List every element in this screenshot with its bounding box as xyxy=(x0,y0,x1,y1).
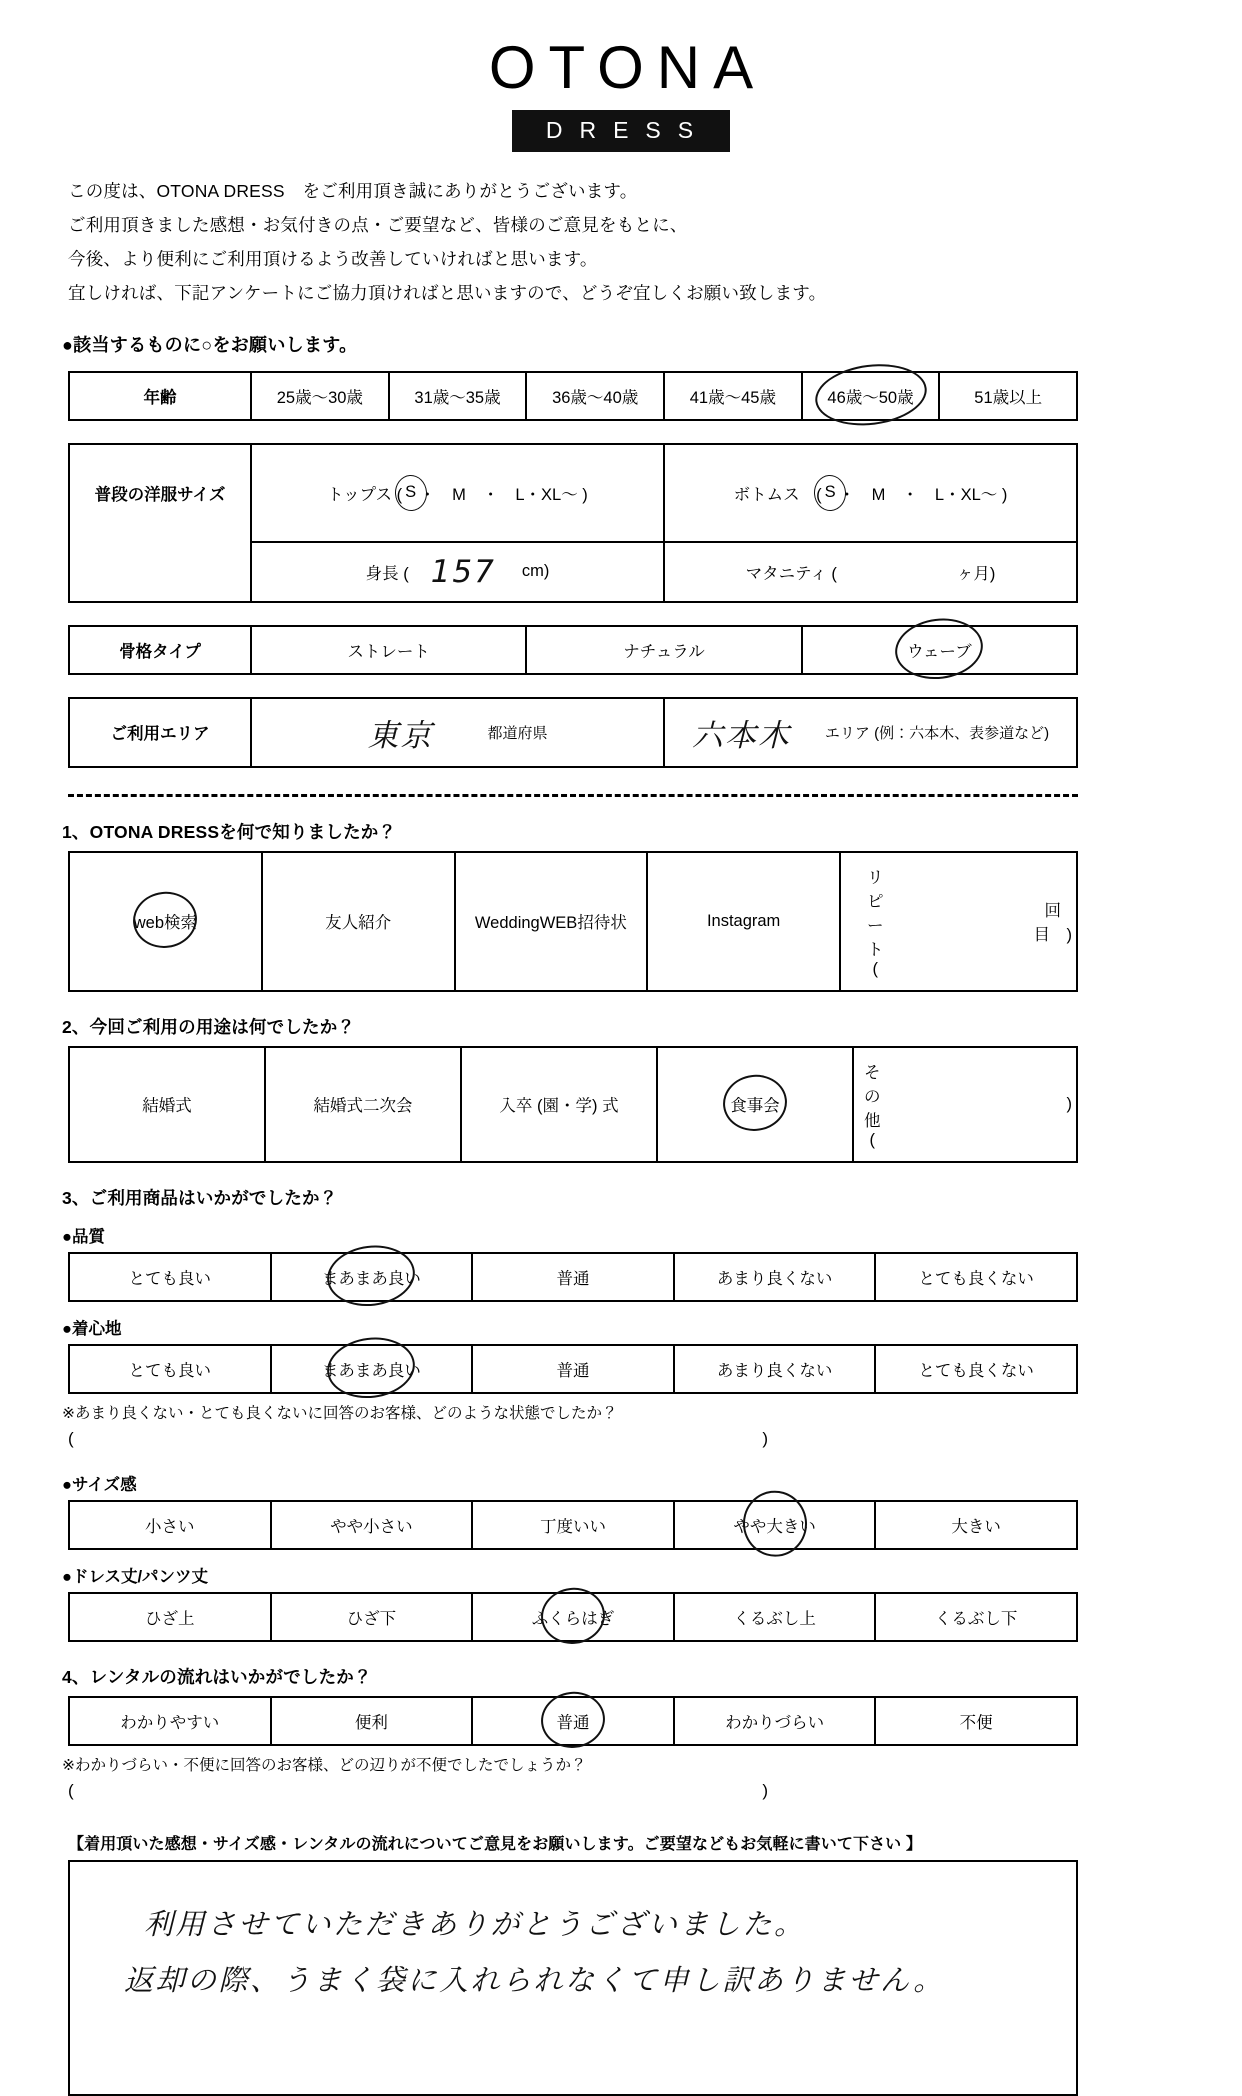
bottoms-rest-options: ・ M ・ L・XL～ ) xyxy=(838,485,1008,504)
prefecture-hint: 都道府県 xyxy=(487,724,548,742)
skeleton-option-straight[interactable]: ストレート xyxy=(250,627,525,673)
comfort-option-fairly-good[interactable]: まあまあ良い xyxy=(270,1346,472,1392)
tops-size-cell[interactable] xyxy=(250,445,663,541)
q4-option-confusing[interactable]: わかりづらい xyxy=(673,1698,875,1744)
quality-subheading: ●品質 xyxy=(62,1227,105,1246)
intro-line-2: ご利用頂きました感想・お気付きの点・ご要望など、皆様のご意見をもとに、 xyxy=(68,215,688,236)
age-row xyxy=(70,373,1076,419)
comfort-subheading: ●着心地 xyxy=(62,1319,122,1338)
comfort-option-normal[interactable]: 普通 xyxy=(471,1346,673,1392)
age-option-51-plus[interactable]: 51歳以上 xyxy=(938,373,1076,419)
tops-label: トップス ( xyxy=(327,485,403,504)
length-option-below-knee[interactable]: ひざ下 xyxy=(270,1594,472,1640)
skeleton-option-natural[interactable]: ナチュラル xyxy=(525,627,800,673)
fit-row xyxy=(70,1502,1076,1548)
quality-row xyxy=(70,1254,1076,1300)
q4-answer-field[interactable] xyxy=(68,1781,768,1801)
question-2-table xyxy=(68,1046,1078,1163)
comfort-option-not-great[interactable]: あまり良くない xyxy=(673,1346,875,1392)
tops-rest-options: ・ M ・ L・XL～ ) xyxy=(419,485,588,504)
q2-other-close: ) xyxy=(1066,1094,1072,1113)
fit-table xyxy=(68,1500,1078,1550)
intro-paragraph xyxy=(68,174,1242,311)
maternity-label: マタニティ ( xyxy=(745,564,837,583)
bottoms-size-cell[interactable] xyxy=(663,445,1076,541)
prefecture-cell[interactable] xyxy=(250,699,663,766)
q2-option-wedding[interactable]: 結婚式 xyxy=(142,1097,192,1115)
comment-box[interactable] xyxy=(68,1860,1078,2096)
fit-option-just-right[interactable]: 丁度いい xyxy=(471,1502,673,1548)
height-unit: cm) xyxy=(521,562,550,580)
area-detail-cell[interactable] xyxy=(663,699,1076,766)
q2-option-other[interactable] xyxy=(852,1048,1076,1161)
clothing-size-label: 普段の洋服サイズ xyxy=(94,485,226,504)
age-table xyxy=(68,371,1078,421)
area-value: 六本木 xyxy=(691,717,791,754)
q2-other-label: その他 ( xyxy=(864,1063,881,1149)
size-label-spacer xyxy=(70,541,250,601)
size-bottom-row xyxy=(70,541,1076,601)
age-option-25-30[interactable]: 25歳～30歳 xyxy=(250,373,388,419)
question-1-title: 1、OTONA DRESSを何で知りましたか？ xyxy=(62,821,397,842)
height-label: 身長 ( xyxy=(365,564,409,583)
intro-line-1: この度は、OTONA DRESS をご利用頂き誠にありがとうございます。 xyxy=(68,181,638,201)
instruction-text: ●該当するものに○をお願いします。 xyxy=(62,334,358,355)
length-option-above-knee[interactable]: ひざ上 xyxy=(145,1609,195,1628)
bottoms-selected-size[interactable]: S xyxy=(822,483,839,502)
q2-option-dinner[interactable]: 食事会 xyxy=(656,1048,852,1161)
quality-table xyxy=(68,1252,1078,1302)
comfort-row xyxy=(70,1346,1076,1392)
age-option-36-40[interactable]: 36歳～40歳 xyxy=(525,373,663,419)
q4-row xyxy=(70,1698,1076,1744)
comfort-option-very-bad[interactable]: とても良くない xyxy=(874,1346,1076,1392)
maternity-unit: ヶ月) xyxy=(956,564,996,583)
brand-logo xyxy=(0,0,1242,152)
question-1-table xyxy=(68,851,1078,992)
q1-option-friend-referral[interactable]: 友人紹介 xyxy=(261,853,454,990)
q1-option-web-search[interactable]: web検索 xyxy=(70,853,261,990)
age-option-46-50[interactable]: 46歳～50歳 xyxy=(801,373,939,419)
length-option-above-ankle[interactable]: くるぶし上 xyxy=(673,1594,875,1640)
comfort-paren-open: ( xyxy=(68,1428,74,1448)
quality-option-fairly-good[interactable]: まあまあ良い xyxy=(270,1254,472,1300)
question-4-table xyxy=(68,1696,1078,1746)
comfort-option-very-good[interactable]: とても良い xyxy=(128,1361,212,1380)
quality-option-not-great[interactable]: あまり良くない xyxy=(673,1254,875,1300)
skeleton-option-wave[interactable]: ウェーブ xyxy=(801,627,1076,673)
age-label: 年齢 xyxy=(143,388,177,407)
q4-option-easy[interactable]: わかりやすい xyxy=(120,1713,220,1732)
tops-selected-size[interactable]: S xyxy=(402,483,419,502)
comfort-note: ※あまり良くない・とても良くないに回答のお客様、どのような状態でしたか？ xyxy=(62,1404,618,1422)
question-2-title: 2、今回ご利用の用途は何でしたか？ xyxy=(62,1016,356,1037)
quality-option-normal[interactable]: 普通 xyxy=(471,1254,673,1300)
age-option-31-35[interactable]: 31歳～35歳 xyxy=(388,373,526,419)
question-4-title: 4、レンタルの流れはいかがでしたか？ xyxy=(62,1666,372,1687)
length-subheading: ●ドレス丈/パンツ丈 xyxy=(62,1567,209,1586)
area-table xyxy=(68,697,1078,768)
section-divider xyxy=(68,794,1078,797)
logo-secondary-text: DRESS xyxy=(512,110,730,152)
fit-option-slightly-small[interactable]: やや小さい xyxy=(270,1502,472,1548)
comfort-table xyxy=(68,1344,1078,1394)
q1-option-repeat[interactable] xyxy=(839,853,1076,990)
fit-subheading: ●サイズ感 xyxy=(62,1475,137,1494)
height-value: 157 xyxy=(430,553,496,590)
length-table xyxy=(68,1592,1078,1642)
q1-row xyxy=(70,853,1076,990)
size-top-row xyxy=(70,445,1076,541)
fit-option-small[interactable]: 小さい xyxy=(145,1517,195,1536)
comfort-answer-field[interactable] xyxy=(68,1429,768,1449)
area-hint: エリア (例：六本木、表参道など) xyxy=(824,724,1050,742)
intro-line-3: 今後、より便利にご利用頂けるよう改善していければと思います。 xyxy=(68,249,598,270)
height-cell[interactable] xyxy=(250,541,663,601)
prefecture-value: 東京 xyxy=(367,717,434,754)
comment-banner: 【着用頂いた感想・サイズ感・レンタルの流れについてご意見をお願いします。ご要望などもお気軽に書いて下さい 】 xyxy=(68,1835,922,1853)
length-row xyxy=(70,1594,1076,1640)
q2-row xyxy=(70,1048,1076,1161)
length-option-below-ankle[interactable]: くるぶし下 xyxy=(874,1594,1076,1640)
q4-paren-close: ) xyxy=(762,1780,768,1800)
clothing-size-table xyxy=(68,443,1078,603)
maternity-cell[interactable] xyxy=(663,541,1076,601)
comfort-paren-close: ) xyxy=(762,1428,768,1448)
bottoms-label: ボトムス ( xyxy=(733,485,822,504)
skeleton-row xyxy=(70,627,1076,673)
q1-option-instagram[interactable]: Instagram xyxy=(646,853,839,990)
area-label: ご利用エリア xyxy=(110,725,210,743)
skeleton-label: 骨格タイプ xyxy=(119,642,201,661)
comment-line-1: 利用させていただきありがとうございました。 xyxy=(144,1906,806,1941)
q4-option-normal[interactable]: 普通 xyxy=(471,1698,673,1744)
q1-option-wedding-web[interactable]: WeddingWEB招待状 xyxy=(454,853,647,990)
skeleton-type-table xyxy=(68,625,1078,675)
q4-option-convenient[interactable]: 便利 xyxy=(270,1698,472,1744)
q4-paren-open: ( xyxy=(68,1780,74,1800)
q4-option-inconvenient[interactable]: 不便 xyxy=(874,1698,1076,1744)
quality-option-very-good[interactable]: とても良い xyxy=(128,1269,212,1288)
intro-line-4: 宜しければ、下記アンケートにご協力頂ければと思いますので、どうぞ宜しくお願い致します。 xyxy=(68,283,827,304)
length-option-calf[interactable]: ふくらはぎ xyxy=(471,1594,673,1640)
q1-repeat-suffix: 回目 ) xyxy=(1033,902,1072,944)
q4-note: ※わかりづらい・不便に回答のお客様、どの辺りが不便でしたでしょうか？ xyxy=(62,1756,587,1774)
fit-option-large[interactable]: 大きい xyxy=(874,1502,1076,1548)
q1-repeat-label: リピート ( xyxy=(867,868,884,978)
comment-line-2: 返却の際、うまく袋に入れられなくて申し訳ありません。 xyxy=(124,1963,945,1998)
logo-primary-text: OTONA xyxy=(488,34,767,101)
area-row xyxy=(70,699,1076,766)
age-option-41-45[interactable]: 41歳～45歳 xyxy=(663,373,801,419)
quality-option-very-bad[interactable]: とても良くない xyxy=(874,1254,1076,1300)
question-3-title: 3、ご利用商品はいかがでしたか？ xyxy=(62,1187,338,1208)
q2-option-after-party[interactable]: 結婚式二次会 xyxy=(264,1048,460,1161)
q2-option-ceremony[interactable]: 入卒 (園・学) 式 xyxy=(460,1048,656,1161)
fit-option-slightly-large[interactable]: やや大きい xyxy=(673,1502,875,1548)
